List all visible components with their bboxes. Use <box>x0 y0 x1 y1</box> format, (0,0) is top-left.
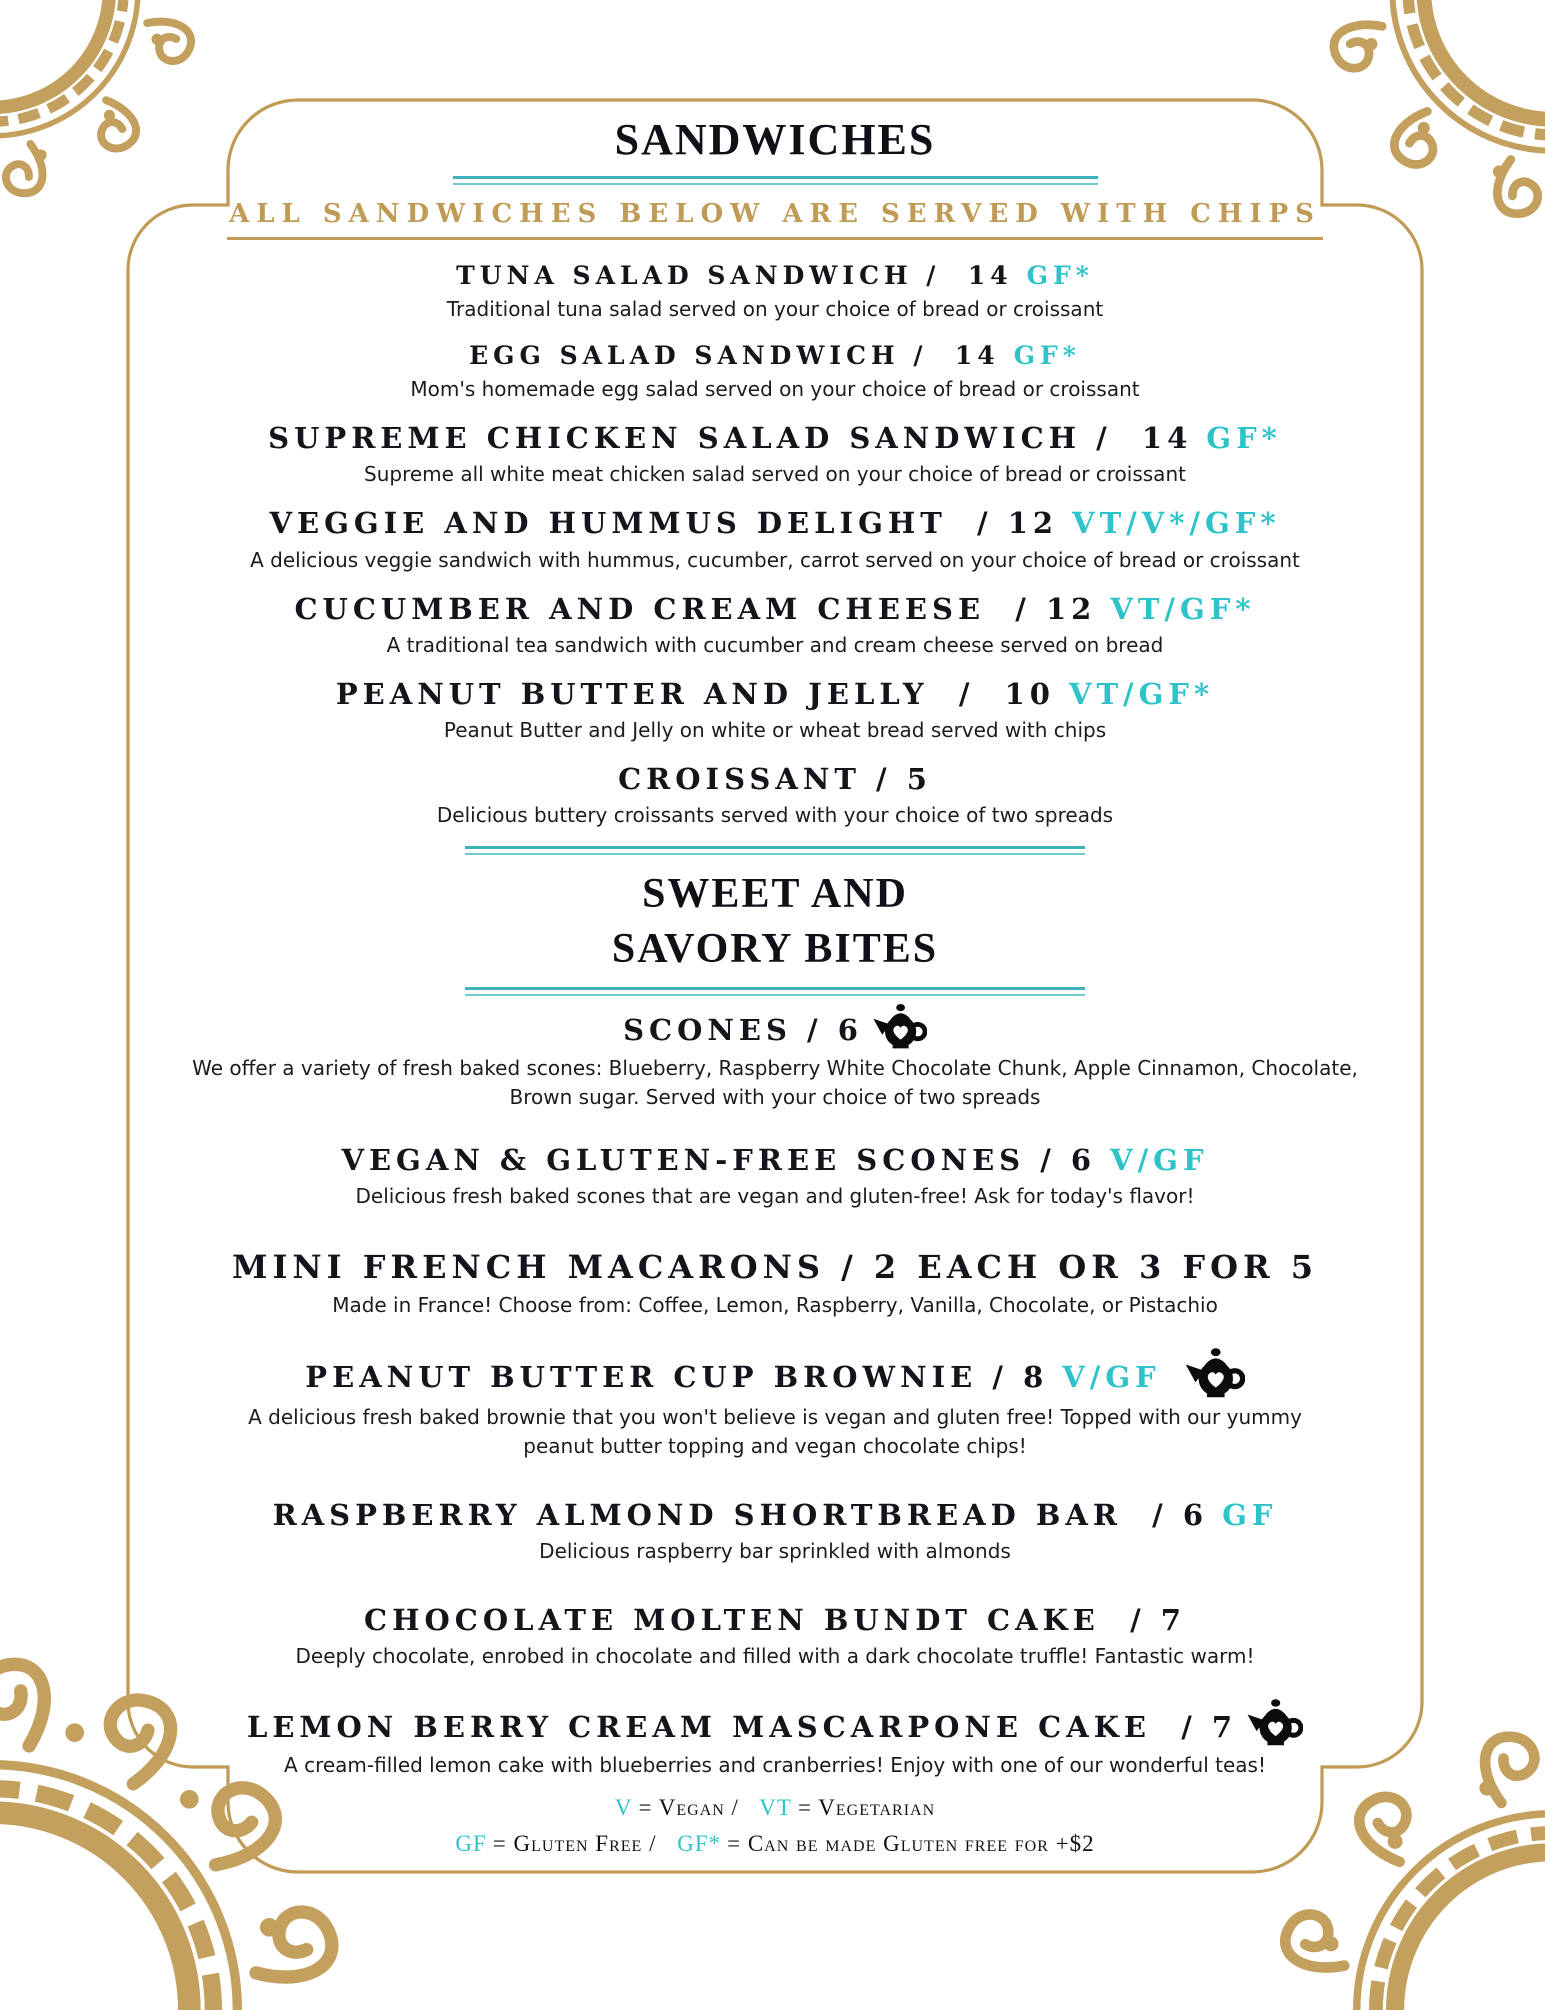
legend-v-tag: V <box>614 1795 633 1821</box>
menu-content <box>128 103 1422 1862</box>
menu-item-veggie-hummus <box>128 505 1422 574</box>
menu-item-title <box>128 1707 1422 1747</box>
legend-line-2 <box>128 1826 1422 1862</box>
item-name-price: LEMON BERRY CREAM MASCARPONE CAKE / 7 <box>246 1710 1238 1745</box>
item-name-price: PEANUT BUTTER AND JELLY / 10 <box>335 676 1055 711</box>
dietary-tag: GF <box>1222 1497 1278 1532</box>
menu-item-croissant <box>128 761 1422 830</box>
dietary-tag: GF* <box>1206 421 1282 456</box>
dietary-tag: VT/GF* <box>1110 591 1256 626</box>
dietary-tag: V/GF <box>1062 1360 1161 1395</box>
teal-divider <box>465 987 1085 996</box>
menu-item-title <box>128 1356 1422 1399</box>
menu-item-description: We offer a variety of fresh baked scones: Blueberry, Raspberry White Chocolate Chunk, Apple Cinnamon, Chocolate, Brown sugar. Served with your choice of two spreads <box>192 1055 1358 1109</box>
menu-item-description: Delicious raspberry bar sprinkled with almonds <box>539 1539 1011 1564</box>
menu-item-description: A delicious veggie sandwich with hummus, cucumber, carrot served on your choice of bread or croissant <box>250 547 1300 572</box>
item-name-price: CUCUMBER AND CREAM CHEESE / 12 <box>294 591 1097 626</box>
item-name-price: EGG SALAD SANDWICH / 14 <box>469 340 1000 370</box>
dietary-tag: GF* <box>1026 260 1094 290</box>
item-name-price: SCONES / 6 <box>623 1013 863 1048</box>
menu-item-description: Made in France! Choose from: Coffee, Lemon, Raspberry, Vanilla, Chocolate, or Pistachio <box>332 1292 1218 1317</box>
teal-divider <box>453 176 1098 185</box>
menu-item-pb-cup-brownie <box>128 1356 1422 1461</box>
menu-item-supreme-chicken <box>128 420 1422 489</box>
menu-item-title <box>128 1247 1422 1287</box>
menu-item-macarons <box>128 1247 1422 1320</box>
menu-item-description: Delicious buttery croissants served with your choice of two spreads <box>436 803 1114 828</box>
dietary-tag: VT/GF* <box>1068 676 1215 711</box>
menu-item-title <box>128 1142 1422 1178</box>
sweet-section-title <box>128 867 1422 976</box>
menu-item-title <box>128 1602 1422 1638</box>
menu-item-lemon-berry-cake <box>128 1707 1422 1780</box>
dietary-tag: V/GF <box>1110 1142 1209 1177</box>
item-name-price: TUNA SALAD SANDWICH / 14 <box>456 260 1013 290</box>
sandwiches-section-title: SANDWICHES <box>614 115 936 164</box>
item-name-price: MINI FRENCH MACARONS / 2 EACH OR 3 FOR 5 <box>232 1247 1318 1286</box>
item-name-price: CHOCOLATE MOLTEN BUNDT CAKE / 7 <box>364 1603 1186 1638</box>
menu-item-title <box>128 1497 1422 1533</box>
legend-gfstar-text: = Can be made Gluten free for +$2 <box>727 1830 1095 1856</box>
menu-item-description: A cream-filled lemon cake with blueberries and cranberries! Enjoy with one of our wonderful teas! <box>284 1753 1266 1778</box>
teal-divider <box>465 846 1085 855</box>
menu-item-title <box>128 260 1422 291</box>
legend-line-1 <box>128 1790 1422 1826</box>
menu-item-egg-salad <box>128 340 1422 404</box>
section-sandwiches <box>128 115 1422 830</box>
item-name-price: RASPBERRY ALMOND SHORTBREAD BAR / 6 <box>272 1497 1209 1532</box>
menu-item-cucumber-cream-cheese <box>128 591 1422 660</box>
item-name-price: CROISSANT / 5 <box>618 762 932 797</box>
sweet-title-line2: SAVORY BITES <box>611 925 939 972</box>
sandwiches-banner: ALL SANDWICHES BELOW ARE SERVED WITH CHIPS <box>227 199 1323 240</box>
dietary-tag: GF* <box>1013 340 1081 370</box>
menu-item-title <box>128 420 1422 456</box>
menu-item-description: Supreme all white meat chicken salad served on your choice of bread or croissant <box>364 462 1186 487</box>
item-name-price: VEGGIE AND HUMMUS DELIGHT / 12 <box>269 506 1059 541</box>
legend-gf-tag: GF <box>455 1830 487 1856</box>
legend-vt-tag: VT <box>759 1795 792 1821</box>
menu-item-title <box>128 676 1422 712</box>
menu-item-tuna-salad <box>128 260 1422 324</box>
sweet-title-line1: SWEET AND <box>642 871 908 918</box>
legend-gf-text: = Gluten Free / <box>492 1830 657 1856</box>
legend-v-text: = Vegan / <box>638 1795 739 1821</box>
dietary-tag: VT/V*/GF* <box>1072 506 1281 541</box>
menu-item-raspberry-shortbread <box>128 1497 1422 1566</box>
menu-item-description: Deeply chocolate, enrobed in chocolate and filled with a dark chocolate truffle! Fantastic warm! <box>295 1644 1255 1669</box>
menu-item-description: Traditional tuna salad served on your choice of bread or croissant <box>446 296 1104 321</box>
teapot-icon <box>1183 1346 1245 1399</box>
legend-gfstar-tag: GF* <box>677 1830 722 1856</box>
menu-item-description: A traditional tea sandwich with cucumber and cream cheese served on bread <box>386 632 1164 657</box>
menu-item-description: Mom's homemade egg salad served on your choice of bread or croissant <box>410 377 1140 402</box>
menu-item-title <box>128 340 1422 371</box>
menu-item-scones <box>128 1012 1422 1112</box>
section-sweet-savory <box>128 846 1422 1780</box>
item-name-price: SUPREME CHICKEN SALAD SANDWICH / 14 <box>268 421 1193 456</box>
menu-item-description: Peanut Butter and Jelly on white or wheat bread served with chips <box>443 718 1107 743</box>
teapot-icon <box>871 1002 927 1050</box>
teapot-icon <box>1245 1697 1303 1747</box>
item-name-price: PEANUT BUTTER CUP BROWNIE / 8 <box>305 1360 1049 1395</box>
dietary-legend <box>128 1790 1422 1861</box>
menu-item-vegan-gf-scones <box>128 1142 1422 1211</box>
menu-item-title <box>128 761 1422 797</box>
item-name-price: VEGAN & GLUTEN-FREE SCONES / 6 <box>341 1142 1097 1177</box>
menu-item-title <box>128 1012 1422 1050</box>
menu-item-chocolate-bundt <box>128 1602 1422 1671</box>
menu-item-title <box>128 505 1422 541</box>
menu-item-pbj <box>128 676 1422 745</box>
menu-item-title <box>128 591 1422 627</box>
menu-item-description: A delicious fresh baked brownie that you won't believe is vegan and gluten free! Topped with our yummy peanut butter topping and vegan chocolate chips! <box>248 1404 1302 1458</box>
legend-vt-text: = Vegetarian <box>797 1795 936 1821</box>
menu-item-description: Delicious fresh baked scones that are vegan and gluten-free! Ask for today's flavor! <box>355 1183 1195 1208</box>
